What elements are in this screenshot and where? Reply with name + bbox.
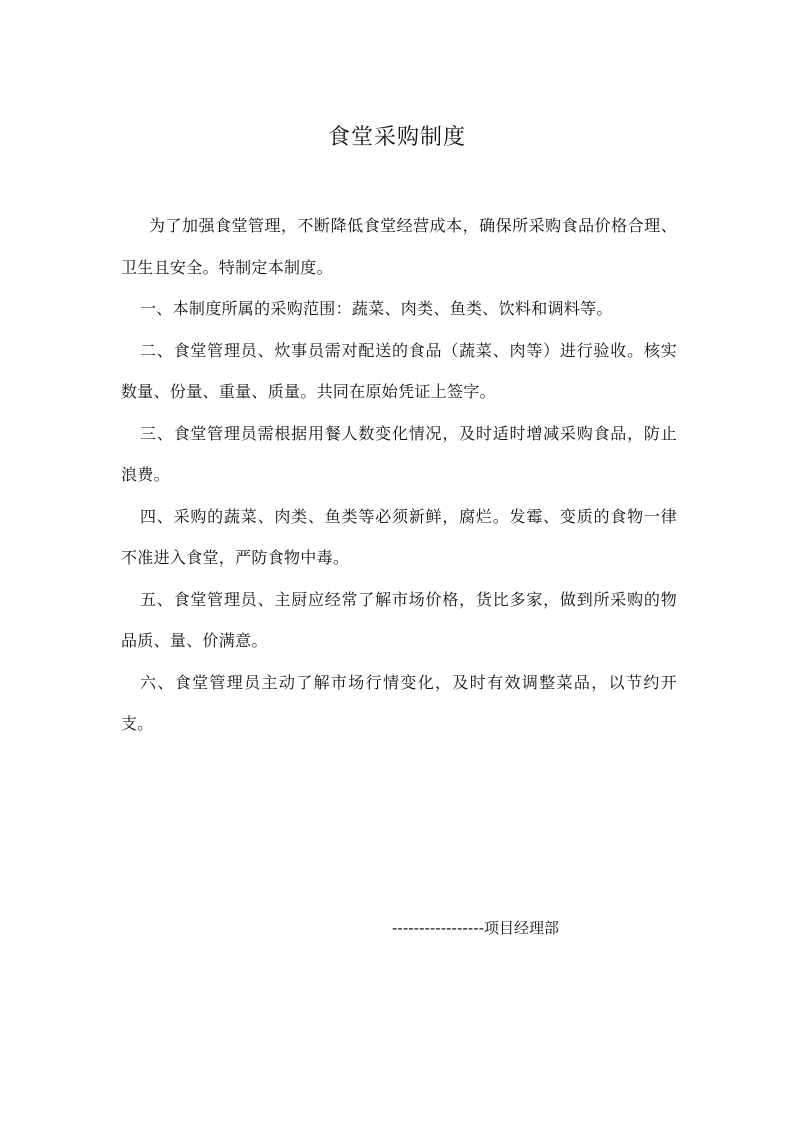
clause-5: 五、食堂管理员、主厨应经常了解市场价格，货比多家，做到所采购的物品质、量、价满意。 (121, 589, 677, 650)
clause-2: 二、食堂管理员、炊事员需对配送的食品（蔬菜、肉等）进行验收。核实数量、份量、重量、质量。共同在原始凭证上签字。 (121, 340, 677, 401)
clause-1: 一、本制度所属的采购范围：蔬菜、肉类、鱼类、饮料和调料等。 (140, 299, 613, 318)
signature-line: -----------------项目经理部 (392, 919, 560, 937)
clause-3: 三、食堂管理员需根据用餐人数变化情况，及时适时增减采购食品，防止浪费。 (121, 423, 677, 484)
document-title: 食堂采购制度 (327, 125, 466, 150)
intro-paragraph: 为了加强食堂管理，不断降低食堂经营成本，确保所采购食品价格合理、卫生且安全。特制定本制度。 (121, 216, 677, 277)
document-body (121, 205, 677, 745)
clause-6: 六、食堂管理员主动了解市场行情变化，及时有效调整菜品，以节约开支。 (121, 672, 677, 733)
clause-4: 四、采购的蔬菜、肉类、鱼类等必须新鲜，腐烂。发霉、变质的食物一律不准进入食堂，严防食物中毒。 (121, 506, 677, 567)
